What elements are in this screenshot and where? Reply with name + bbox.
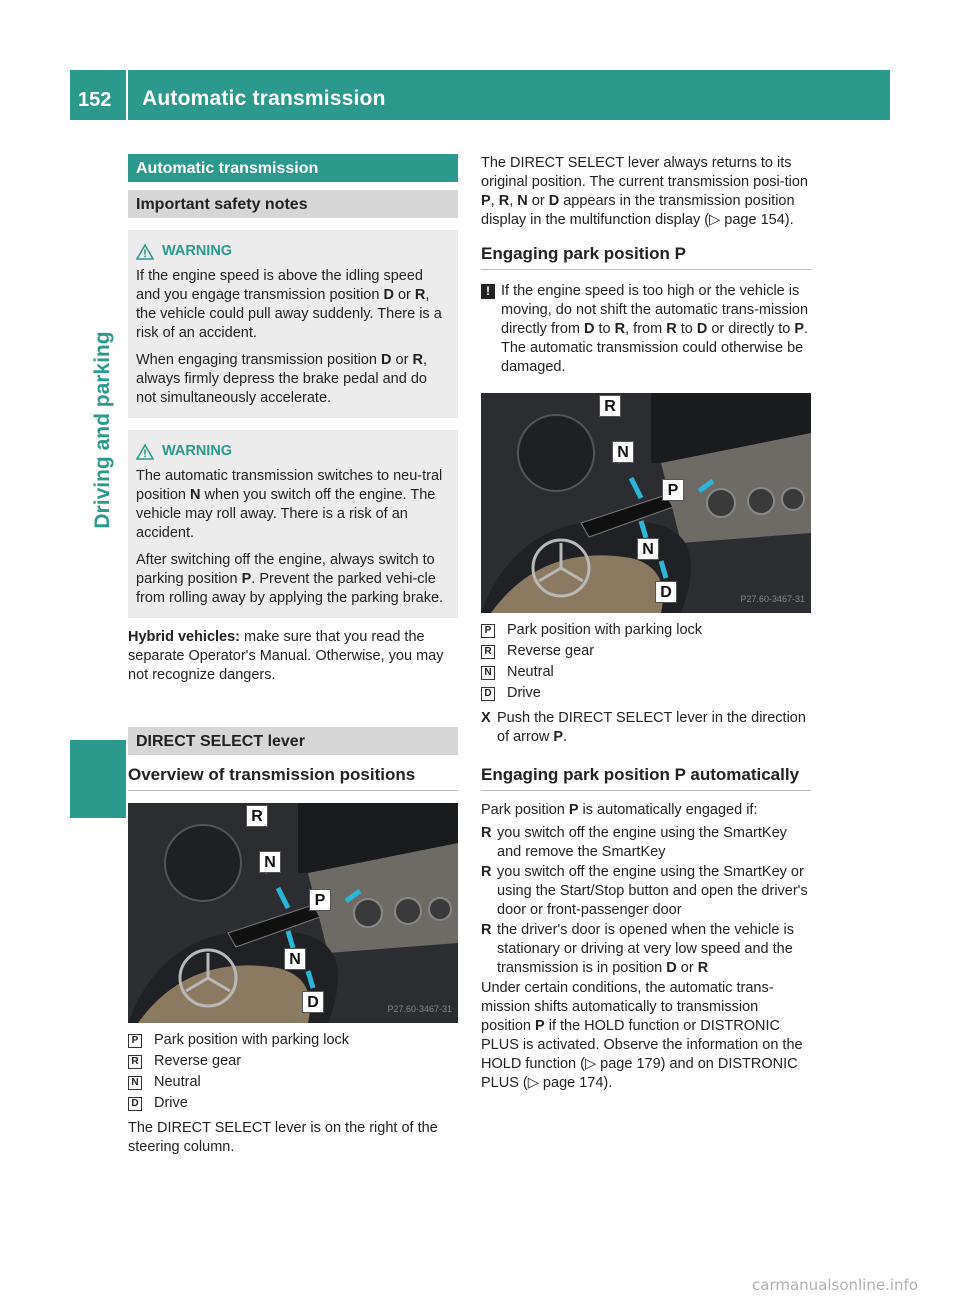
- warning-triangle-icon: [136, 244, 154, 260]
- header-divider: [126, 70, 128, 120]
- page-ref-arrow-icon: ▷: [527, 1075, 539, 1091]
- gear-key-n-icon: N: [128, 1076, 142, 1090]
- warning-label: WARNING: [162, 443, 233, 459]
- warning-triangle-icon: [136, 444, 154, 460]
- page-ref-arrow-icon: ▷: [584, 1056, 597, 1072]
- figure-code: P27.60-3467-31: [387, 1004, 452, 1014]
- warning-box-1: [128, 230, 458, 418]
- caution-icon: !: [481, 284, 495, 299]
- left-column: [128, 154, 458, 1157]
- legend-item: P Park position with parking lock: [481, 621, 811, 640]
- list-item: R you switch off the engine using the SmartKey and remove the SmartKey: [481, 825, 787, 860]
- steering-lever-figure: [128, 803, 458, 1023]
- dashboard-illustration: [128, 803, 458, 1023]
- lever-label-p: P: [309, 889, 331, 911]
- warning-paragraph: When engaging transmission position D or R, always firmly depress the brake pedal and do not simultaneously accelerate.: [136, 352, 427, 406]
- auto-park-intro: Park position P is automatically engaged if:: [481, 802, 758, 818]
- sidebar-section: [88, 312, 118, 552]
- warning-paragraph: After switching off the engine, always switch to parking position P. Prevent the parked vehi-cle from rolling away by applying the parking brake.: [136, 552, 444, 606]
- page-ref-arrow-icon: ▷: [709, 212, 721, 228]
- sidebar-section-label: Driving and parking: [91, 331, 114, 529]
- lever-label-r: R: [599, 395, 621, 417]
- gear-key-r-icon: R: [481, 645, 495, 659]
- page-header: [70, 70, 890, 120]
- figure-code: P27.60-3467-31: [740, 594, 805, 604]
- header-title: Automatic transmission: [142, 87, 386, 110]
- bullet-icon: R: [481, 864, 492, 880]
- legend-item: R Reverse gear: [481, 642, 811, 661]
- right-column: [481, 154, 811, 1093]
- warning-box-2: [128, 430, 458, 618]
- step-marker-icon: X: [481, 710, 491, 726]
- gear-key-n-icon: N: [481, 666, 495, 680]
- instruction-step: X Push the DIRECT SELECT lever in the direction of arrow P.: [481, 710, 806, 745]
- list-item: R the driver's door is opened when the vehicle is stationary or driving at very low speed and the transmission is in position D or R: [481, 922, 794, 976]
- lever-label-n-lower: N: [284, 948, 306, 970]
- legend-item: P Park position with parking lock: [128, 1031, 458, 1050]
- caution-note: ! If the engine speed is too high or the vehicle is moving, do not shift the automatic trans-mission directly from D to R, from R to D or directly to P. The automatic transmission could otherwise be damaged.: [481, 282, 811, 377]
- bullet-icon: R: [481, 922, 492, 938]
- gear-key-d-icon: D: [481, 687, 495, 701]
- warning-paragraph: The automatic transmission switches to neu-tral position N when you switch off the engine. The vehicle may roll away. There is a risk of an accident.: [136, 468, 443, 541]
- watermark: carmanualsonline.info: [752, 1276, 918, 1294]
- warning-heading: [136, 442, 450, 461]
- subsection-title: Important safety notes: [128, 190, 458, 218]
- gear-key-r-icon: R: [128, 1055, 142, 1069]
- legend-list: [481, 621, 811, 703]
- direct-select-title: DIRECT SELECT lever: [128, 727, 458, 755]
- legend-item: D Drive: [481, 684, 811, 703]
- page-number: 152: [78, 89, 112, 111]
- steering-lever-figure-2: [481, 393, 811, 613]
- warning-label: WARNING: [162, 243, 233, 259]
- auto-park-heading: Engaging park position P automatically: [481, 765, 811, 791]
- legend-list: [128, 1031, 458, 1113]
- list-item: R you switch off the engine using the SmartKey or using the Start/Stop button and open the driver's door or front-passenger door: [481, 864, 808, 918]
- closing-paragraph: Under certain conditions, the automatic trans-mission shifts automatically to transmission position P if the HOLD function or DISTRONIC PLUS is activated. Observe the information on the HOLD function (▷ page 179) and on DISTRONIC PLUS (▷ page 174).: [481, 980, 803, 1091]
- gear-key-p-icon: P: [128, 1034, 142, 1048]
- warning-heading: [136, 242, 450, 261]
- engaging-park-heading: Engaging park position P: [481, 244, 811, 270]
- lever-label-n: N: [259, 851, 281, 873]
- gear-key-p-icon: P: [481, 624, 495, 638]
- bullet-icon: R: [481, 825, 492, 841]
- lever-label-n: N: [612, 441, 634, 463]
- lever-label-n-lower: N: [637, 538, 659, 560]
- lever-label-d: D: [302, 991, 324, 1013]
- legend-item: N Neutral: [481, 663, 811, 682]
- overview-heading: Overview of transmission positions: [128, 765, 458, 791]
- sidebar-tab-marker: [70, 740, 126, 818]
- intro-paragraph: The DIRECT SELECT lever always returns to its original position. The current transmission posi-tion P, R, N or D appears in the transmission position display in the multifunction display (▷ page 154).: [481, 155, 808, 228]
- lever-label-r: R: [246, 805, 268, 827]
- gear-key-d-icon: D: [128, 1097, 142, 1111]
- warning-paragraph: If the engine speed is above the idling speed and you engage transmission position D or R, the vehicle could pull away suddenly. There is a risk of an accident.: [136, 268, 442, 341]
- hybrid-note: Hybrid vehicles: make sure that you read the separate Operator's Manual. Otherwise, you may not recognize dangers.: [128, 629, 444, 683]
- lever-location-text: The DIRECT SELECT lever is on the right of the steering column.: [128, 1120, 438, 1155]
- lever-label-d: D: [655, 581, 677, 603]
- dashboard-illustration: [481, 393, 811, 613]
- section-title: Automatic transmission: [128, 154, 458, 182]
- legend-item: N Neutral: [128, 1073, 458, 1092]
- legend-item: D Drive: [128, 1094, 458, 1113]
- legend-item: R Reverse gear: [128, 1052, 458, 1071]
- lever-label-p: P: [662, 479, 684, 501]
